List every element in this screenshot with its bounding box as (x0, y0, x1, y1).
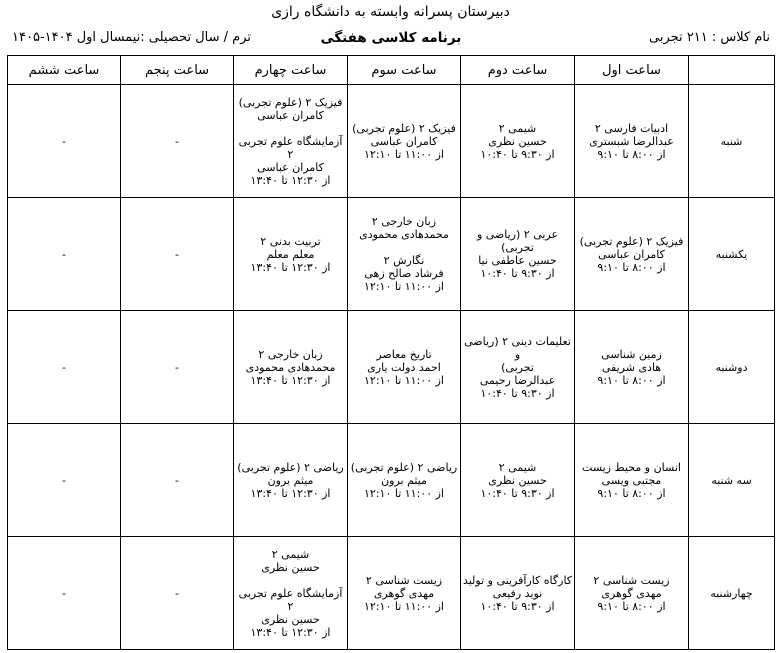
cell-spacer (234, 574, 347, 587)
cell-line: - (175, 360, 179, 374)
cell-line: کارگاه کارآفرینی و تولید (462, 573, 573, 587)
table-row (8, 198, 775, 311)
cell-line: - (62, 360, 66, 374)
cell-line: میثم برون (267, 473, 314, 487)
cell-line: آزمایشگاه علوم تجربی ۲ (238, 586, 343, 613)
table-row (8, 311, 775, 424)
cell-line: فیزیک ۲ (علوم تجربی) (238, 95, 343, 109)
cell-line: از ۱۱:۰۰ تا ۱۲:۱۰ (364, 373, 444, 387)
cell-line: تعلیمات دینی ۲ (ریاضی و (464, 334, 571, 361)
schedule-cell (461, 311, 575, 424)
cell-line: فیزیک ۲ (علوم تجربی) (352, 121, 456, 135)
day-name: شنبه (689, 85, 775, 198)
cell-spacer (348, 241, 460, 254)
schedule-cell (348, 85, 461, 198)
header-period-4: ساعت چهارم (234, 56, 348, 85)
cell-line: از ۱۲:۳۰ تا ۱۳:۴۰ (250, 173, 331, 187)
schedule-cell (575, 311, 689, 424)
day-name: سه شنبه (689, 424, 775, 537)
schedule-cell (121, 311, 234, 424)
table-row (8, 424, 775, 537)
cell-line: زیست شناسی ۲ (365, 573, 443, 587)
cell-line: از ۱۲:۳۰ تا ۱۳:۴۰ (250, 260, 331, 274)
schedule-cell (575, 424, 689, 537)
cell-line: - (62, 473, 66, 487)
cell-line: از ۹:۳۰ تا ۱۰:۴۰ (480, 599, 555, 613)
schedule-cell (575, 198, 689, 311)
schedule-cell (575, 537, 689, 650)
cell-line: حسین نظری (261, 560, 320, 574)
cell-line: زبان خارجی ۲ (258, 347, 323, 361)
cell-line: انسان و محیط زیست (582, 460, 681, 474)
cell-line: محمدهادی محمودی (359, 228, 449, 241)
cell-line: - (175, 473, 179, 487)
cell-line: از ۸:۰۰ تا ۹:۱۰ (597, 373, 666, 387)
header-period-6: ساعت ششم (8, 56, 121, 85)
cell-line: احمد دولت یاری (367, 360, 441, 374)
schedule-cell (234, 311, 348, 424)
cell-line: تاریخ معاصر (376, 347, 432, 361)
schedule-cell (234, 424, 348, 537)
cell-line: از ۱۱:۰۰ تا ۱۲:۱۰ (364, 486, 444, 500)
schedule-cell (461, 537, 575, 650)
cell-line: کامران عباسی (370, 134, 438, 148)
cell-line: عربی ۲ (ریاضی و تجربی) (476, 228, 559, 254)
cell-line: کامران عباسی (257, 108, 324, 122)
header-period-3: ساعت سوم (348, 56, 461, 85)
cell-line: شیمی ۲ (498, 460, 537, 474)
school-name: دبیرستان پسرانه وابسته به دانشگاه رازی (271, 4, 510, 20)
cell-line: تجربی) (501, 360, 534, 374)
cell-line: میثم برون (381, 473, 427, 487)
header-period-1: ساعت اول (575, 56, 689, 85)
cell-spacer (234, 122, 347, 135)
table-row (8, 537, 775, 650)
cell-line: مجتبی ویسی (601, 473, 662, 487)
cell-line: تربیت بدنی ۲ (260, 234, 321, 248)
cell-line: - (175, 134, 179, 148)
header-period-2: ساعت دوم (461, 56, 575, 85)
schedule-cell (461, 198, 575, 311)
cell-line: نگارش ۲ (383, 254, 425, 267)
cell-line: از ۸:۰۰ تا ۹:۱۰ (597, 147, 666, 161)
schedule-cell (121, 424, 234, 537)
cell-line: هادی شریفی (601, 360, 662, 374)
schedule-cell (8, 537, 121, 650)
cell-line: حسین نظری (488, 473, 547, 487)
cell-line: - (62, 586, 66, 600)
cell-line: - (175, 247, 179, 261)
cell-line: از ۱۱:۰۰ تا ۱۲:۱۰ (364, 599, 444, 613)
cell-line: فیزیک ۲ (علوم تجربی) (579, 234, 684, 248)
schedule-cell (8, 424, 121, 537)
cell-line: از ۸:۰۰ تا ۹:۱۰ (597, 599, 666, 613)
cell-line: از ۱۱:۰۰ تا ۱۲:۱۰ (364, 147, 444, 161)
cell-line: فرشاد صالح زهی (364, 267, 444, 280)
cell-line: حسین عاطفی نیا (478, 254, 557, 267)
day-name: یکشنبه (689, 198, 775, 311)
cell-line: ریاضی ۲ (علوم تجربی) (350, 460, 458, 474)
cell-line: از ۹:۳۰ تا ۱۰:۴۰ (480, 267, 555, 280)
cell-line: از ۱۱:۰۰ تا ۱۲:۱۰ (364, 280, 444, 293)
cell-line: عبدالرضا شبستری (589, 134, 674, 148)
cell-line: حسین نظری (261, 612, 320, 626)
header-period-5: ساعت پنجم (121, 56, 234, 85)
cell-line: آزمایشگاه علوم تجربی ۲ (238, 134, 343, 161)
cell-line: - (62, 134, 66, 148)
schedule-cell (8, 198, 121, 311)
schedule-cell (121, 537, 234, 650)
schedule-cell (461, 85, 575, 198)
schedule-body (8, 85, 775, 650)
day-name: دوشنبه (689, 311, 775, 424)
document-header (8, 30, 774, 50)
cell-line: زبان خارجی ۲ (371, 215, 437, 228)
table-row (8, 85, 775, 198)
cell-line: از ۱۲:۳۰ تا ۱۳:۴۰ (250, 625, 331, 639)
header-row (8, 56, 775, 85)
schedule-cell (575, 85, 689, 198)
schedule-cell (121, 85, 234, 198)
cell-line: از ۸:۰۰ تا ۹:۱۰ (597, 260, 666, 274)
schedule-cell (348, 537, 461, 650)
cell-line: عبدالرضا رحیمی (479, 373, 556, 387)
header-corner (689, 56, 775, 85)
schedule-cell (121, 198, 234, 311)
schedule-cell (348, 198, 461, 311)
schedule-cell (234, 198, 348, 311)
cell-line: شیمی ۲ (498, 121, 537, 135)
schedule-cell (348, 424, 461, 537)
cell-line: کامران عباسی (257, 160, 324, 174)
cell-line: معلم معلم (266, 247, 315, 261)
cell-line: مهدی گوهری (373, 586, 435, 600)
cell-line: کامران عباسی (598, 247, 665, 261)
class-label: نام کلاس : ۲۱۱ تجربی (649, 30, 770, 45)
schedule-table (7, 55, 775, 650)
cell-line: مهدی گوهری (601, 586, 662, 600)
cell-line: ریاضی ۲ (علوم تجربی) (237, 460, 344, 474)
schedule-cell (8, 85, 121, 198)
cell-line: از ۹:۳۰ تا ۱۰:۴۰ (480, 486, 555, 500)
schedule-cell (348, 311, 461, 424)
cell-line: شیمی ۲ (271, 547, 310, 561)
cell-line: زیست شناسی ۲ (593, 573, 670, 587)
page-title: برنامه کلاسی هفتگی (320, 30, 462, 46)
cell-line: از ۸:۰۰ تا ۹:۱۰ (597, 486, 666, 500)
cell-line: از ۹:۳۰ تا ۱۰:۴۰ (480, 386, 555, 400)
cell-line: از ۱۲:۳۰ تا ۱۳:۴۰ (250, 486, 331, 500)
schedule-cell (8, 311, 121, 424)
schedule-cell (234, 85, 348, 198)
cell-line: - (62, 247, 66, 261)
cell-line: از ۱۲:۳۰ تا ۱۳:۴۰ (250, 373, 331, 387)
schedule-cell (461, 424, 575, 537)
cell-line: زمین شناسی (601, 347, 662, 361)
cell-line: ادبیات فارسی ۲ (594, 121, 669, 135)
day-name: چهارشنبه (689, 537, 775, 650)
cell-line: - (175, 586, 179, 600)
cell-line: از ۹:۳۰ تا ۱۰:۴۰ (480, 147, 555, 161)
cell-line: نوید رفیعی (492, 586, 543, 600)
cell-line: حسین نظری (488, 134, 547, 148)
schedule-cell (234, 537, 348, 650)
term-label: ترم / سال تحصیلی :نیمسال اول ۱۴۰۴-۱۴۰۵ (12, 30, 252, 45)
cell-line: محمدهادی محمودی (245, 360, 336, 374)
